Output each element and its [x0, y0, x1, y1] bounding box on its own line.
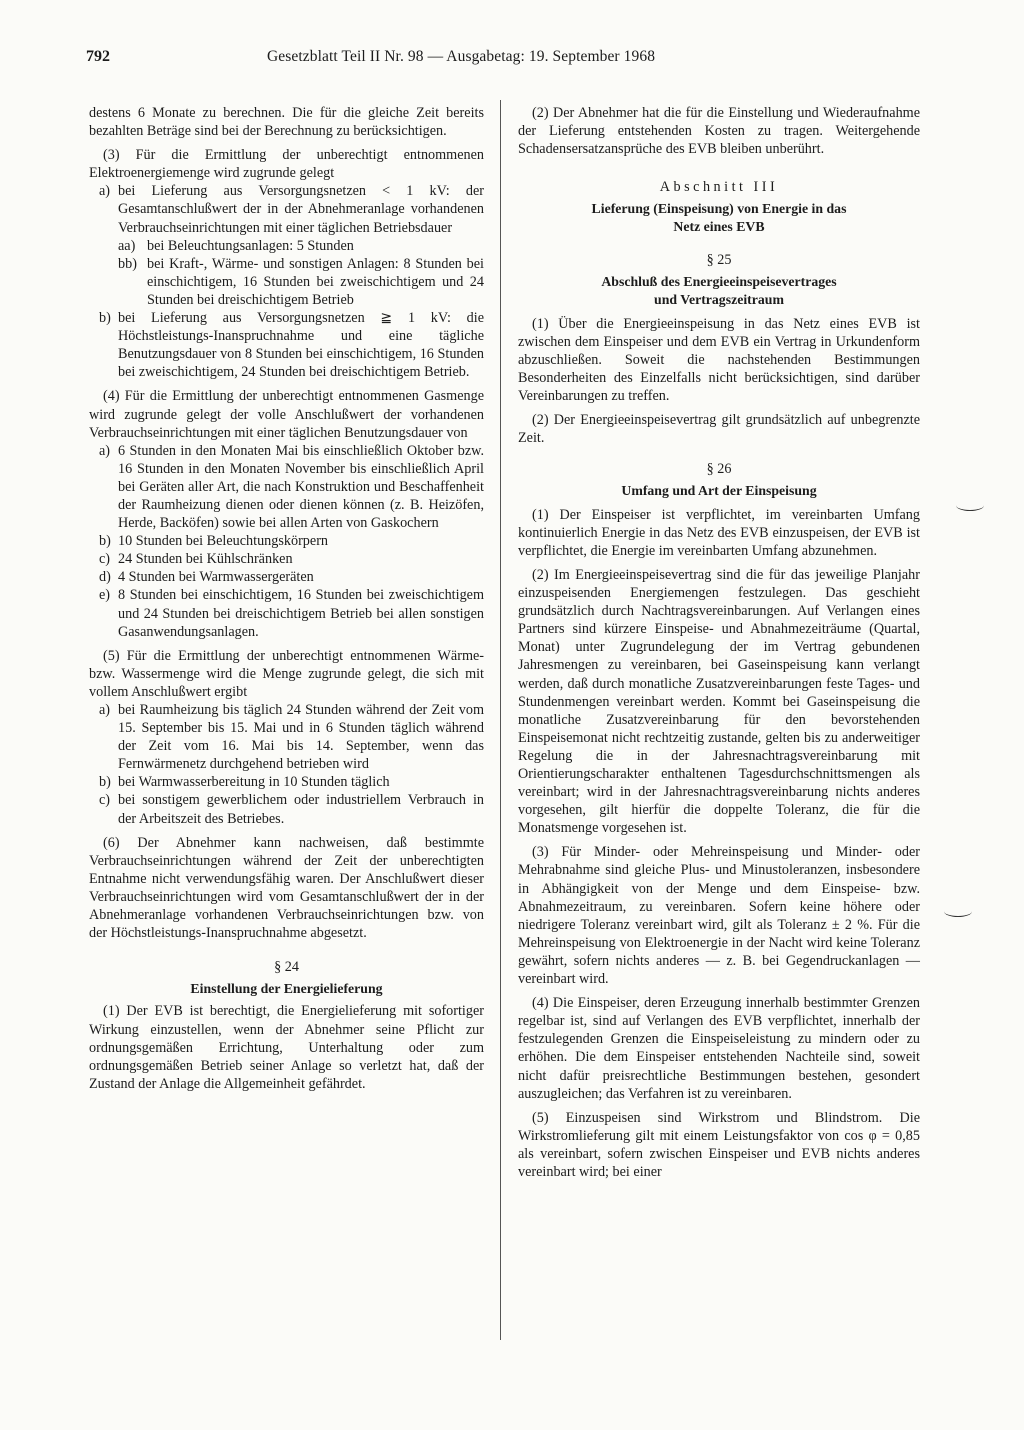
list-text: bei Lieferung aus Versorgungsnetzen < 1 kV: der Gesamtanschlußwert der in der Abnehmeranlage vorhandenen Verbrauchseinrichtungen mit einer täglichen Betriebsdauer	[118, 183, 484, 236]
sub-list-item	[89, 237, 484, 255]
list-item	[89, 773, 484, 791]
paragraph-24-2: (2) Der Abnehmer hat die für die Einstellung und Wiederaufnahme der Lieferung entstehenden Kosten zu tragen. Weitergehende Schadensersatzansprüche des EVB bleiben unberührt.	[518, 105, 920, 158]
section-title-line-1: Abschluß des Energieeinspeisevertrages	[601, 273, 837, 289]
list-label: bb)	[118, 255, 137, 272]
list-item	[89, 309, 484, 381]
list-label: b)	[99, 774, 111, 791]
list-item	[89, 701, 484, 773]
paragraph-3: (3) Für die Ermittlung der unberechtigt entnommenen Elektroenergiemenge wird zugrunde gelegt	[89, 147, 484, 182]
list-label: b)	[99, 533, 111, 550]
list-item	[89, 532, 484, 550]
paragraph-26-1: (1) Der Einspeiser ist verpflichtet, im vereinbarten Umfang kontinuierlich Energie in das Netz des EVB einzuspeisen, der EVB ist verpflichtet, die Energie im vereinbarten Umfang abzunehmen.	[518, 506, 920, 559]
list-label: e)	[99, 587, 111, 604]
list-label: b)	[99, 310, 111, 327]
list-item	[89, 791, 484, 827]
list-text: 8 Stunden bei einschichtigem, 16 Stunden bei zweischichtigem und 24 Stunden bei dreischichtigem Betrieb bei allen sonstigen Gasanwendungsanlagen.	[118, 587, 484, 640]
paragraph-25-1: (1) Über die Energieeinspeisung in das Netz eines EVB ist zwischen dem Einspeiser und dem EVB ein Vertrag in Urkundenform abzuschließen. Soweit die nachstehenden Bestimmungen Besonderheiten des Einzelfalls nicht berücksichtigen, sind darüber Vereinbarungen zu treffen.	[518, 315, 920, 405]
list-label: d)	[99, 569, 111, 586]
paragraph-26-3: (3) Für Minder- oder Mehreinspeisung und Minder- oder Mehrabnahme sind gleiche Plus- und Minustoleranzen, insbesondere in Abhängigkeit von der Menge und dem Einspeise- bzw. Abnahmezeitraum, zu vereinbaren. Sofern keine höhere oder niedrigere Toleranz vereinbart wird, gilt als Toleranz ± 2 %. Für die Mehreinspeisung von Elektroenergie in der Nacht wird keine Toleranz gewährt, sofern nichts anderes — z. B. bei Gegendruckanlagen — vereinbart wird.	[518, 844, 920, 988]
list-text: bei Lieferung aus Versorgungsnetzen ≧ 1 kV: die Höchstleistungs-Inanspruchnahme und eine tägliche Benutzungsdauer von 8 Stunden bei einschichtigem, 16 Stunden bei zweischichtigem, 24 Stunden bei dreischichtigem Betrieb.	[118, 310, 484, 381]
list-label: c)	[99, 792, 111, 809]
paragraph-6: (6) Der Abnehmer kann nachweisen, daß bestimmte Verbrauchseinrichtungen während der Zeit der unberechtigten Entnahme nicht verwendungsfähig waren. Der Anschlußwert dieser Verbrauchseinrichtungen wird vom Gesamtanschlußwert der in der Abnehmeranlage vorhandenen Verbrauchseinrichtungen bzw. von der Höchstleistungs-Inanspruchnahme abgesetzt.	[89, 834, 484, 942]
list-text: 24 Stunden bei Kühlschränken	[118, 551, 293, 568]
list-text: bei Beleuchtungsanlagen: 5 Stunden	[147, 237, 354, 254]
section-title: Umfang und Art der Einspeisung	[621, 482, 817, 498]
list-item	[89, 182, 484, 236]
list-text: bei Warmwasserbereitung in 10 Stunden täglich	[118, 774, 390, 791]
chapter-label: Abschnitt III	[659, 179, 779, 196]
list-text: bei Kraft-, Wärme- und sonstigen Anlagen: 8 Stunden bei einschichtigem, 16 Stunden bei zweischichtigem und 24 Stunden bei dreischichtigem Betrieb	[147, 255, 484, 308]
list-label: a)	[99, 702, 111, 718]
section-title: Einstellung der Energielieferung	[190, 981, 383, 997]
list-label: a)	[99, 442, 111, 459]
paragraph-continuation: destens 6 Monate zu berechnen. Die für die gleiche Zeit bereits bezahlten Beträge sind bei der Berechnung zu berücksichtigen.	[89, 105, 484, 140]
list-label: aa)	[118, 237, 136, 254]
paragraph-4: (4) Für die Ermittlung der unberechtigt entnommenen Gasmenge wird zugrunde gelegt der volle Anschlußwert der vorhandenen Verbrauchseinrichtungen mit einer täglichen Benutzungsdauer von	[89, 388, 484, 441]
list-label: a)	[99, 183, 111, 200]
margin-mark	[944, 906, 972, 917]
column-divider	[500, 100, 501, 1340]
chapter-title-line-2: Netz eines EVB	[673, 219, 765, 235]
paragraph-24-1: (1) Der EVB ist berechtigt, die Energielieferung mit sofortiger Wirkung einzustellen, wenn der Abnehmer seine Pflicht zur ordnungsgemäßen Errichtung, Unterhaltung oder zum ordnungsgemäßen Betrieb seiner Anlage so verletzt hat, daß der Zustand der Anlage die Allgemeinheit gefährdet.	[89, 1003, 484, 1092]
sub-list-item	[89, 255, 484, 309]
paragraph-5: (5) Für die Ermittlung der unberechtigt entnommenen Wärme- bzw. Wassermenge wird die Menge zugrunde gelegt, die sich mit vollem Anschlußwert ergibt	[89, 647, 484, 700]
list-text: 10 Stunden bei Beleuchtungskörpern	[118, 533, 329, 550]
list-label: c)	[99, 551, 111, 568]
chapter-title-line-1: Lieferung (Einspeisung) von Energie in das	[591, 201, 847, 217]
margin-mark	[956, 500, 984, 511]
page-header	[76, 48, 948, 72]
paragraph-26-2: (2) Im Energieeinspeisevertrag sind die für das jeweilige Planjahr einzuspeisenden Energiemengen festzulegen. Das geschieht grundsätzlich durch Nachtragsvereinbarungen. Auf Verlangen eines Partners sind kürzere Einspeise- und Abnahmezeiträume (Quartal, Monat) unter Zugrundelegung der im Vertrag gebundenen Jahresmengen zu vereinbaren, bei Gaseinspeisung kann verlangt werden, daß durch monatliche Zusatzvereinbarungen feste Tages- und Stundenmengen vereinbart werden. Kommt bei Gaseinspeisung die monatliche Zusatzvereinbarung für den bevorstehenden Einspeisemonat nicht rechtzeitig zustande, gelten bis zu anderweitiger Regelung die in der Jahresnachtragsvereinbarung mit Orientierungscharakter enthaltenen Tagesdurchschnittsmengen als vereinbart; wird in der Jahresnachtragsvereinbarung nichts anderes vorgesehen, gilt hierfür die doppelte Toleranz, die für die Monatsmenge vorgesehen ist.	[518, 566, 920, 837]
paragraph-26-5: (5) Einzuspeisen sind Wirkstrom und Blindstrom. Die Wirkstromlieferung gilt mit einem Leistungsfaktor von cos φ = 0,85 als vereinbart, sofern zwischen Einspeiser und EVB nichts anderes vereinbart wird; bei einer	[518, 1109, 920, 1180]
paragraph-26-4: (4) Die Einspeiser, deren Erzeugung innerhalb bestimmter Grenzen regelbar ist, sind auf Verlangen des EVB verpflichtet, innerhalb der festzulegenden Grenzen die Einspeiseleistung zu mindern oder zu erhöhen. Die dem Einspeiser entstehenden Nachteile sind, soweit nicht dafür preisrechtliche Bestimmungen bestehen, gesondert auszugleichen; das Verfahren ist zu vereinbaren.	[518, 995, 920, 1102]
list-text: 6 Stunden in den Monaten Mai bis einschließlich Oktober bzw. 16 Stunden in den Monaten November bis einschließlich April bei Geräten aller Art, die nach Konstruktion und Beschaffenheit der Raumheizung dienen oder dienen können (z. B. Heizöfen, Herde, Backöfen) sowie bei allen Arten von Gaskochern	[118, 442, 484, 532]
left-column	[89, 104, 484, 1093]
right-column	[518, 104, 920, 1181]
section-title-line-2: und Vertragszeitraum	[654, 291, 784, 307]
list-item	[89, 586, 484, 640]
section-number: § 24	[274, 959, 299, 976]
list-text: 4 Stunden bei Warmwassergeräten	[118, 569, 314, 586]
list-item	[89, 442, 484, 532]
section-number: § 26	[706, 460, 732, 477]
page-number: 792	[86, 48, 110, 65]
list-text: bei Raumheizung bis täglich 24 Stunden während der Zeit vom 15. September bis 15. Mai und in 6 Stunden täglich während der Zeit vom 16. Mai bis 14. September, wenn das Fernwärmenetz durchgehend betrieben wird	[118, 702, 484, 773]
section-number: § 25	[706, 251, 732, 268]
list-text: bei sonstigem gewerblichem oder industriellem Verbrauch in der Arbeitszeit des Betriebes.	[118, 792, 484, 827]
list-item	[89, 550, 484, 568]
running-title: Gesetzblatt Teil II Nr. 98 — Ausgabetag: 19. September 1968	[267, 48, 656, 65]
paragraph-25-2: (2) Der Energieeinspeisevertrag gilt grundsätzlich auf unbegrenzte Zeit.	[518, 412, 920, 447]
list-item	[89, 568, 484, 586]
